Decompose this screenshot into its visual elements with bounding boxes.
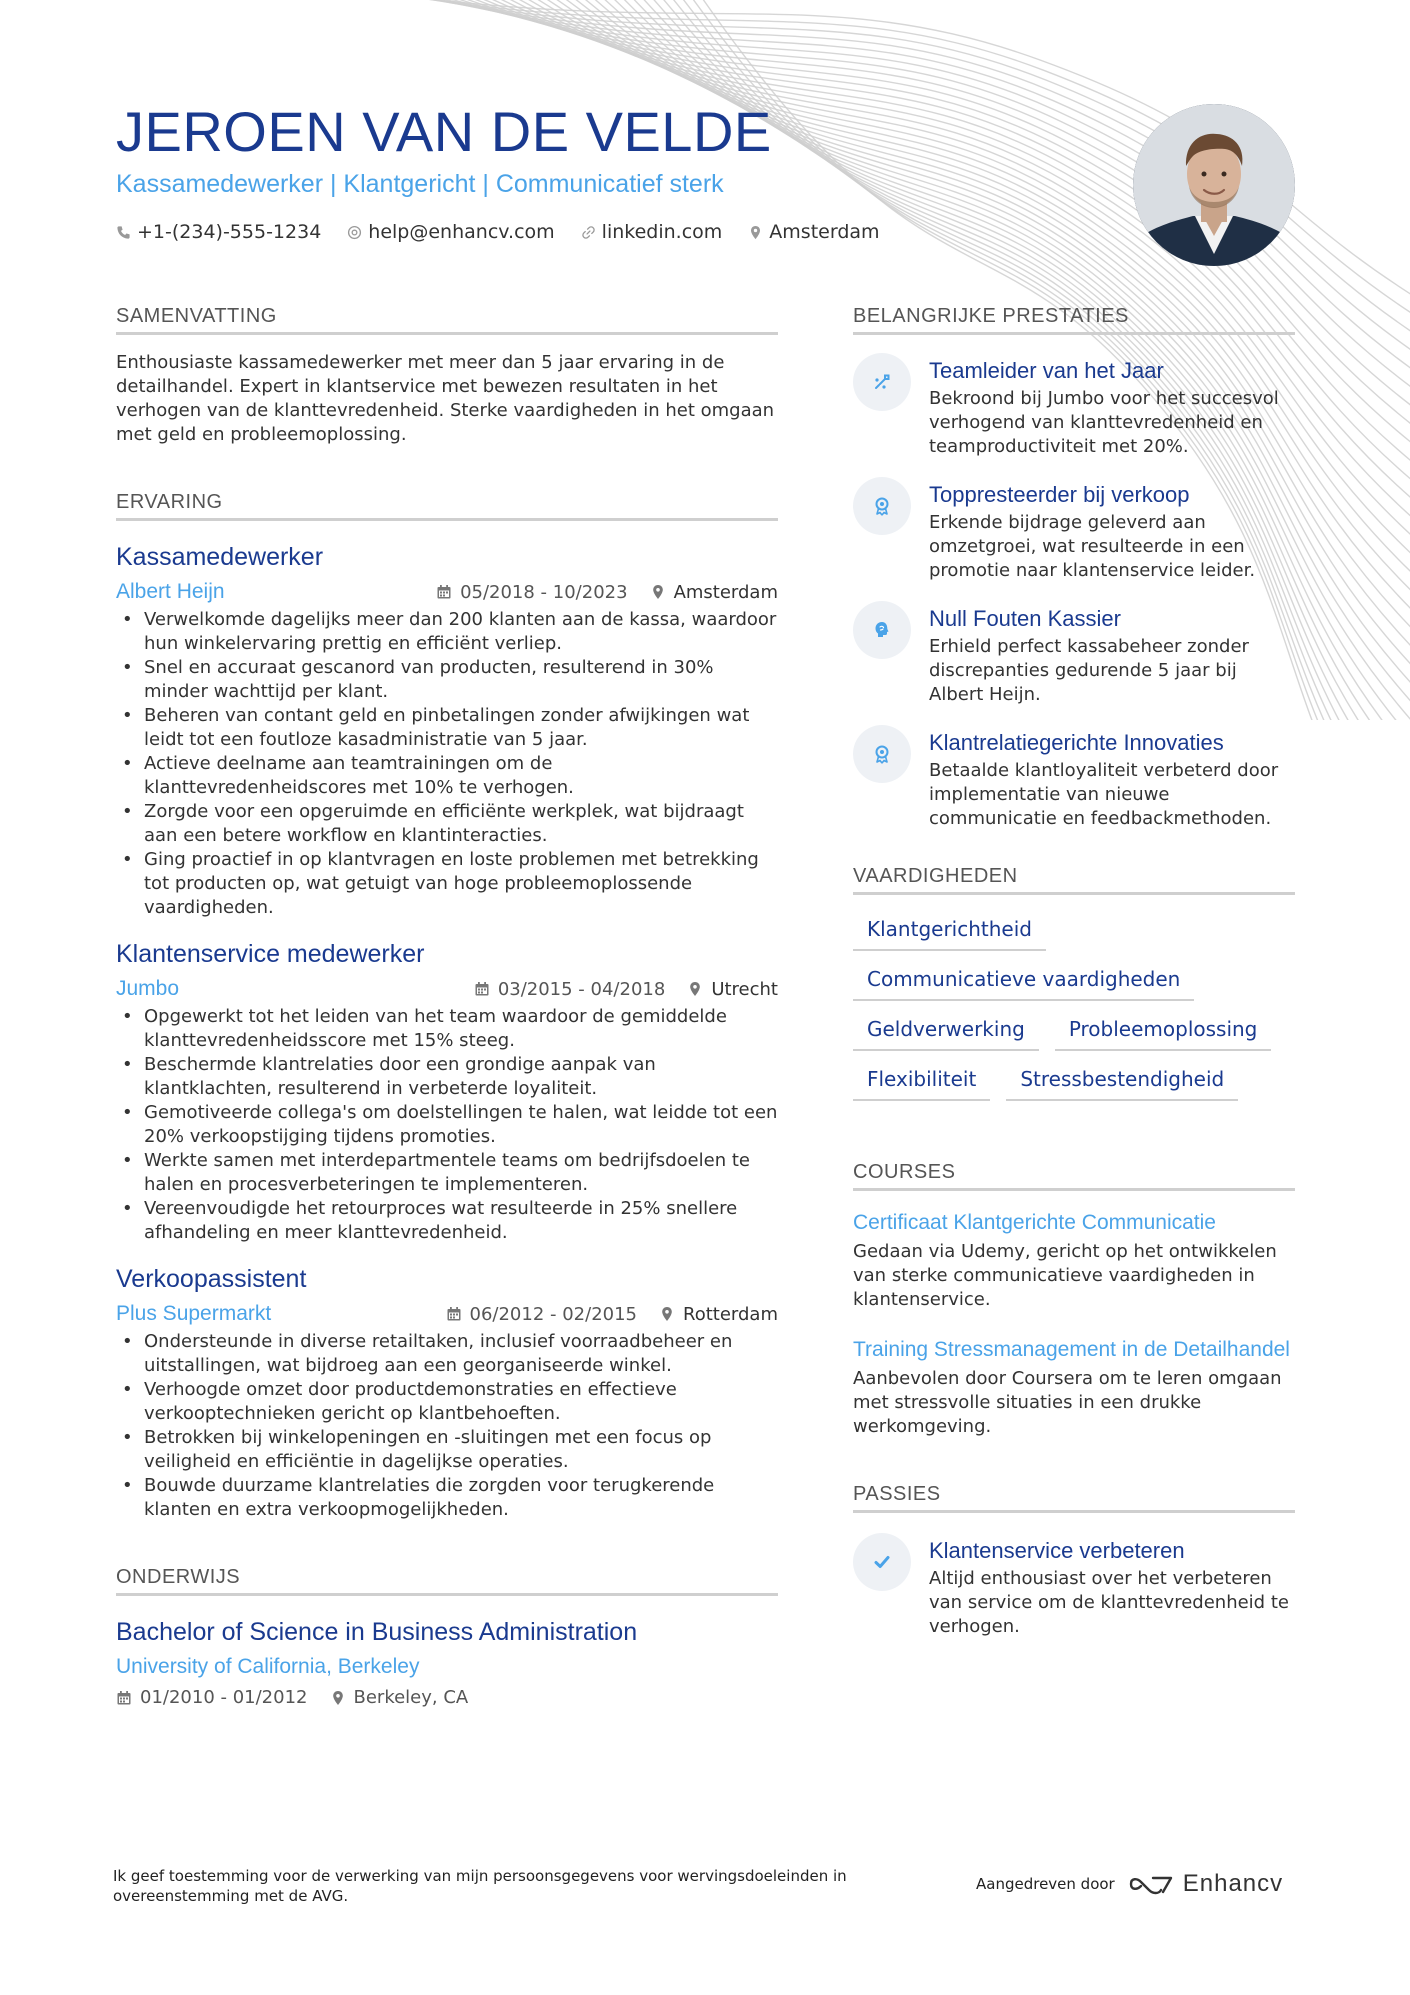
- job-bullet: • Betrokken bij winkelopeningen en -sluitingen met een focus op veiligheid en efficiëntie in dagelijkse operaties.: [116, 1426, 778, 1474]
- page-footer: [113, 1866, 1313, 1906]
- achievement-item: [853, 357, 1295, 459]
- location-pin-icon: [748, 225, 763, 240]
- check-icon: [871, 1551, 893, 1573]
- passion-item: [853, 1537, 1295, 1639]
- job-entry: [116, 543, 778, 920]
- job-bullet: • Vereenvoudigde het retourproces wat resulteerde in 25% snellere afhandeling en meer klanttevredenheid.: [116, 1197, 778, 1245]
- course-title: Certificaat Klantgerichte Communicatie: [853, 1211, 1216, 1234]
- job-bullet: • Snel en accuraat gescanord van producten, resulterend in 30% minder wachttijd per klant.: [116, 656, 778, 704]
- skills-list: [853, 909, 1295, 1109]
- award-icon: [871, 743, 893, 765]
- job-company: Albert Heijn: [116, 580, 225, 603]
- passion-title: Klantenservice verbeteren: [929, 1538, 1185, 1563]
- job-dates: 06/2012 - 02/2015: [469, 1303, 638, 1325]
- job-bullet: • Opgewerkt tot het leiden van het team waardoor de gemiddelde klanttevredenheidsscore met 15% steeg.: [116, 1005, 778, 1053]
- phone-text: +1-(234)-555-1234: [137, 221, 322, 243]
- profile-photo: [1133, 104, 1295, 266]
- calendar-icon: [446, 1306, 462, 1322]
- skill-tag: Klantgerichtheid: [853, 909, 1046, 951]
- avatar-illustration: [1133, 104, 1295, 266]
- location-pin-icon: [659, 1306, 675, 1322]
- right-column: [853, 305, 1295, 1661]
- job-bullet: • Beschermde klantrelaties door een grondige aanpak van klantklachten, resulterend in verbeterde loyaliteit.: [116, 1053, 778, 1101]
- education-dates: 01/2010 - 01/2012: [140, 1687, 308, 1708]
- passion-desc: Altijd enthousiast over het verbeteren van service om de klanttevredenheid te verhogen.: [929, 1568, 1289, 1637]
- job-bullet: • Actieve deelname aan teamtrainingen om de klanttevredenheidscores met 10% te verhogen.: [116, 752, 778, 800]
- skill-tag: Flexibiliteit: [853, 1059, 990, 1101]
- job-company: Plus Supermarkt: [116, 1302, 272, 1325]
- summary-heading: SAMENVATTING: [116, 305, 778, 335]
- job-location: Amsterdam: [673, 581, 778, 603]
- job-bullet: • Verhoogde omzet door productdemonstraties en effectieve verkooptechnieken gericht op klantbehoeften.: [116, 1378, 778, 1426]
- achievements-heading: BELANGRIJKE PRESTATIES: [853, 305, 1295, 335]
- job-bullet: • Zorgde voor een opgeruimde en efficiënte werkplek, wat bijdraagt aan een betere workflow en klantinteracties.: [116, 800, 778, 848]
- job-dates: 05/2018 - 10/2023: [460, 581, 628, 603]
- school-name: University of California, Berkeley: [116, 1655, 420, 1678]
- calendar-icon: [474, 981, 490, 997]
- education-section: [116, 1566, 778, 1708]
- job-entry: [116, 940, 778, 1245]
- job-bullet: • Werkte samen met interdepartmentele teams om bedrijfsdoelen te halen en procesverbeteringen te implementeren.: [116, 1149, 778, 1197]
- job-bullets: [116, 608, 778, 920]
- contact-linkedin[interactable]: [581, 221, 723, 243]
- job-entry: [116, 1265, 778, 1522]
- skills-heading: VAARDIGHEDEN: [853, 865, 1295, 895]
- contact-email[interactable]: [347, 221, 554, 243]
- education-heading: ONDERWIJS: [116, 1566, 778, 1596]
- email-text: help@enhancv.com: [368, 221, 555, 243]
- award-icon: [871, 495, 893, 517]
- achievement-title: Null Fouten Kassier: [929, 606, 1121, 631]
- course-desc: Gedaan via Udemy, gericht op het ontwikkelen van sterke communicatieve vaardigheden in klantenservice.: [853, 1241, 1277, 1310]
- job-bullet: • Ondersteunde in diverse retailtaken, inclusief voorraadbeheer en uitstallingen, wat bijdroeg aan een georganiseerde winkel.: [116, 1330, 778, 1378]
- contact-location: [748, 221, 879, 243]
- job-title: Kassamedewerker: [116, 543, 324, 571]
- achievement-item: [853, 481, 1295, 583]
- powered-by[interactable]: [976, 1870, 1283, 1898]
- job-bullet: • Beheren van contant geld en pinbetalingen zonder afwijkingen wat leidt tot een foutloze kasadministratie van 5 jaar.: [116, 704, 778, 752]
- degree-title: Bachelor of Science in Business Administration: [116, 1618, 638, 1646]
- job-bullet: • Ging proactief in op klantvragen en loste problemen met betrekking tot producten op, wat getuigt van hoge probleemoplossende vaardigheden.: [116, 848, 778, 920]
- candidate-name: JEROEN VAN DE VELDE: [116, 100, 772, 163]
- skill-tag: Stressbestendigheid: [1006, 1059, 1238, 1101]
- at-icon: [347, 225, 362, 240]
- achievement-item: [853, 605, 1295, 707]
- job-bullet: • Gemotiveerde collega's om doelstellingen te halen, wat leidde tot een 20% verkoopstijging tijdens promoties.: [116, 1101, 778, 1149]
- powered-by-label: Aangedreven door: [976, 1875, 1115, 1893]
- course-title: Training Stressmanagement in de Detailhandel: [853, 1338, 1290, 1361]
- rocket-icon: [871, 371, 893, 393]
- skill-tag: Probleemoplossing: [1055, 1009, 1272, 1051]
- contact-phone[interactable]: [116, 221, 321, 243]
- job-bullet: • Bouwde duurzame klantrelaties die zorgden voor terugkerende klanten en extra verkoopmogelijkheden.: [116, 1474, 778, 1522]
- education-location: Berkeley, CA: [353, 1687, 469, 1708]
- course-desc: Aanbevolen door Coursera om te leren omgaan met stressvolle situaties in een drukke werkomgeving.: [853, 1368, 1282, 1437]
- passions-heading: PASSIES: [853, 1483, 1295, 1513]
- experience-section: [116, 491, 778, 1522]
- job-company: Jumbo: [116, 977, 180, 1000]
- location-pin-icon: [687, 981, 703, 997]
- achievement-desc: Betaalde klantloyaliteit verbeterd door implementatie van nieuwe communicatie en feedbackmethoden.: [929, 760, 1279, 829]
- job-bullets: [116, 1005, 778, 1245]
- linkedin-text: linkedin.com: [601, 221, 723, 243]
- course-item: [853, 1336, 1295, 1439]
- brand-name: Enhancv: [1182, 1870, 1284, 1897]
- skill-tag: Communicatieve vaardigheden: [853, 959, 1194, 1001]
- skill-tag: Geldverwerking: [853, 1009, 1039, 1051]
- achievement-desc: Erhield perfect kassabeheer zonder discrepanties gedurende 5 jaar bij Albert Heijn.: [929, 636, 1249, 705]
- calendar-icon: [436, 584, 452, 600]
- phone-icon: [116, 225, 131, 240]
- job-bullets: [116, 1330, 778, 1522]
- location-pin-icon: [650, 584, 666, 600]
- courses-heading: COURSES: [853, 1161, 1295, 1191]
- link-icon: [581, 225, 596, 240]
- skills-section: [853, 865, 1295, 1109]
- summary-section: [116, 305, 778, 447]
- enhancv-logo-icon: [1127, 1872, 1175, 1896]
- passions-section: [853, 1483, 1295, 1639]
- achievement-title: Toppresteerder bij verkoop: [929, 482, 1190, 507]
- achievement-title: Klantrelatiegerichte Innovaties: [929, 730, 1224, 755]
- candidate-tagline: Kassamedewerker | Klantgericht | Communicatief sterk: [116, 170, 724, 198]
- courses-section: [853, 1161, 1295, 1439]
- contact-row: [116, 221, 1116, 243]
- job-bullet: • Verwelkomde dagelijks meer dan 200 klanten aan de kassa, waardoor hun winkelervaring prettig en efficiënt verliep.: [116, 608, 778, 656]
- consent-text: Ik geef toestemming voor de verwerking van mijn persoonsgegevens voor wervingsdoeleinden in overeenstemming met de AVG.: [113, 1867, 847, 1905]
- left-column: [116, 305, 778, 1708]
- achievement-item: [853, 729, 1295, 831]
- achievement-desc: Bekroond bij Jumbo voor het succesvol verhogend van klanttevredenheid en teamproductiviteit met 20%.: [929, 388, 1279, 457]
- brain-icon: [871, 619, 893, 641]
- job-title: Verkoopassistent: [116, 1265, 307, 1293]
- job-dates: 03/2015 - 04/2018: [497, 978, 666, 1000]
- achievement-title: Teamleider van het Jaar: [929, 358, 1164, 383]
- job-title: Klantenservice medewerker: [116, 940, 425, 968]
- achievements-section: [853, 305, 1295, 831]
- location-text: Amsterdam: [769, 221, 880, 243]
- calendar-icon: [116, 1690, 132, 1706]
- location-pin-icon: [330, 1690, 346, 1706]
- achievement-desc: Erkende bijdrage geleverd aan omzetgroei, wat resulteerde in een promotie naar klantenservice leider.: [929, 512, 1256, 581]
- summary-text: Enthousiaste kassamedewerker met meer dan 5 jaar ervaring in de detailhandel. Expert in klantservice met bewezen resultaten in het verhogen van de klanttevredenheid. Sterke vaardigheden in het omgaan met geld en probleemoplossing.: [116, 352, 775, 445]
- resume-header: [116, 100, 1116, 243]
- job-location: Rotterdam: [683, 1303, 778, 1325]
- course-item: [853, 1209, 1295, 1312]
- job-location: Utrecht: [711, 978, 778, 1000]
- experience-heading: ERVARING: [116, 491, 778, 521]
